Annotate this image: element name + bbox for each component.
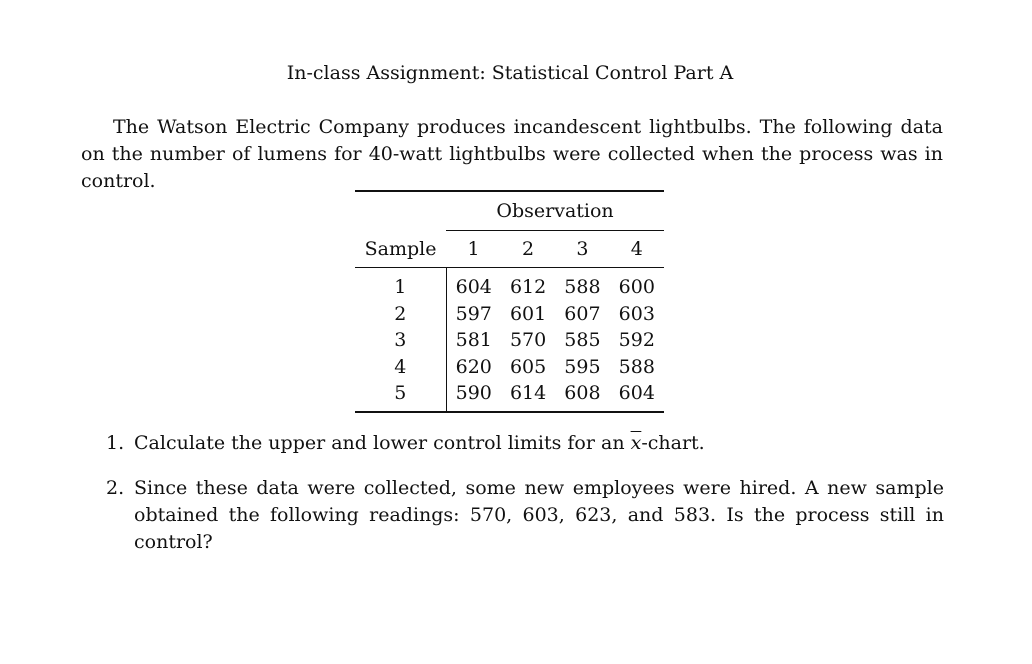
table-cell: 604: [618, 382, 655, 405]
table-cell: 612: [509, 276, 547, 299]
question-list: [106, 430, 944, 556]
table-cell: 581: [455, 329, 492, 352]
observation-column-header: 2: [501, 231, 555, 268]
table-row: [355, 301, 664, 328]
question-text: -chart.: [641, 432, 705, 454]
table-cell: 601: [509, 302, 547, 325]
table-cell: 570: [509, 329, 547, 352]
table-row: [355, 354, 664, 381]
lumens-data-table: [355, 190, 664, 413]
table-cell: 614: [509, 382, 547, 405]
table-cell: 604: [455, 276, 492, 299]
observation-group-header: Observation: [496, 200, 614, 222]
intro-paragraph: The Watson Electric Company produces incandescent lightbulbs. The following data on the number of lumens for 40-watt lightbulbs were collected when the process was in control.: [81, 116, 943, 192]
table-cell: 588: [618, 355, 655, 378]
sample-number: 1: [355, 268, 446, 301]
table-cell: 588: [564, 276, 601, 299]
table-cell: 595: [564, 355, 601, 378]
table-cell: 590: [455, 382, 492, 405]
question-item: [106, 430, 944, 457]
table-cell: 608: [564, 382, 601, 405]
page-title: In-class Assignment: Statistical Control Part A: [286, 62, 734, 84]
sample-number: 4: [355, 354, 446, 381]
table-cell: 607: [564, 302, 601, 325]
table-cell: 620: [455, 355, 492, 378]
table-cell: 603: [618, 302, 655, 325]
table-cell: 585: [564, 329, 601, 352]
question-number: 1.: [106, 432, 125, 454]
observation-column-header: 4: [610, 231, 664, 268]
observation-column-header: 3: [555, 231, 609, 268]
table-row: [355, 380, 664, 412]
question-item: [106, 475, 944, 556]
question-text: Calculate the upper and lower control limits for an: [134, 432, 631, 454]
table-row: [355, 268, 664, 301]
observation-column-header: 1: [446, 231, 501, 268]
question-number: 2.: [106, 477, 125, 499]
table-cell: 597: [455, 302, 492, 325]
sample-number: 3: [355, 327, 446, 354]
sample-column-header: Sample: [364, 237, 437, 260]
sample-number: 5: [355, 380, 446, 412]
table-cell: 605: [509, 355, 547, 378]
question-text: Since these data were collected, some new employees were hired. A new sample obtained the following readings: 570, 603, 623, and 583. Is the process still in control?: [134, 477, 944, 553]
x-bar-symbol: $\overline{x}$: [630, 432, 642, 454]
table-cell: 600: [618, 276, 655, 299]
data-table-container: [355, 190, 664, 413]
table-cell: 592: [618, 329, 655, 352]
sample-number: 2: [355, 301, 446, 328]
table-row: [355, 327, 664, 354]
